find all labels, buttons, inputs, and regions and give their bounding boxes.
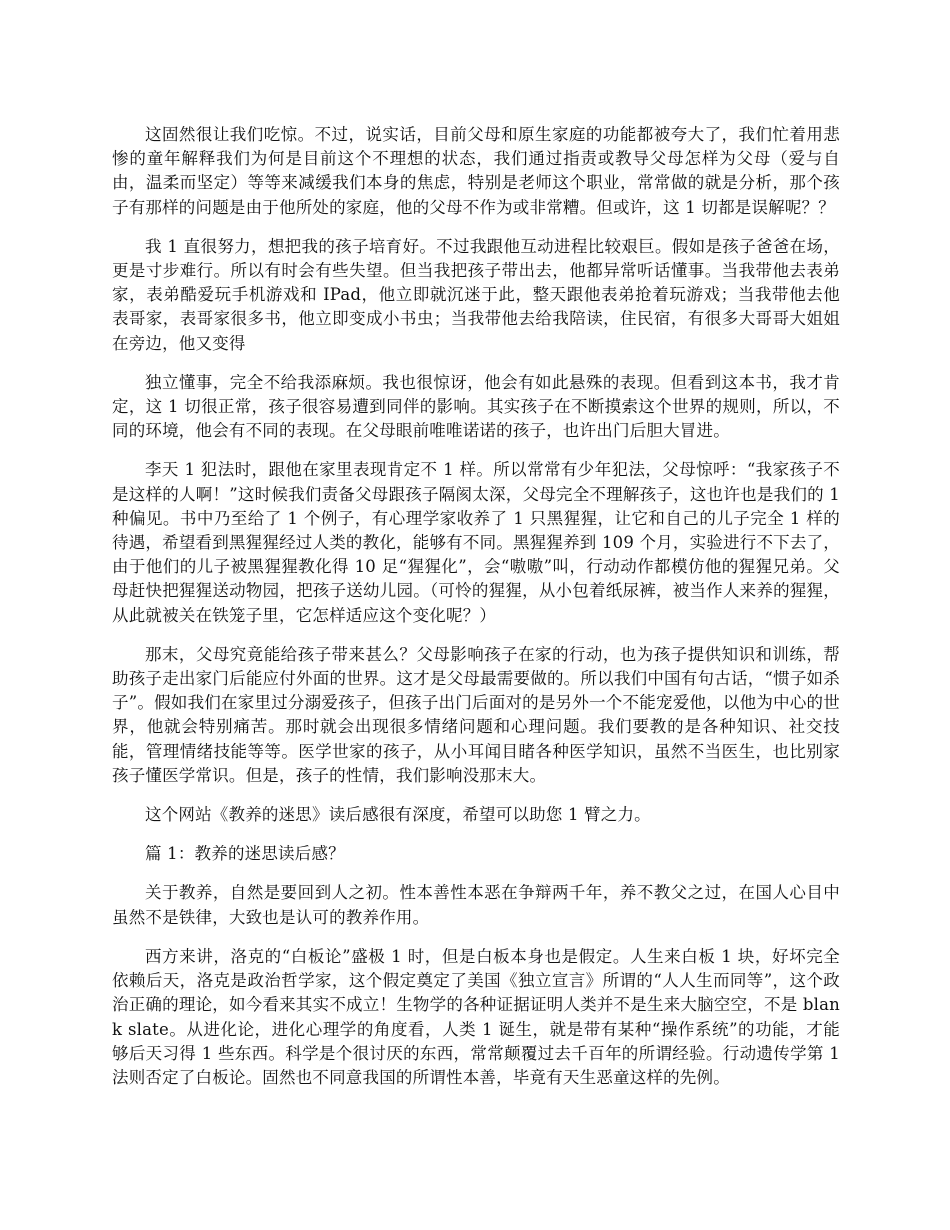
paragraph-6: 这个网站《教养的迷思》读后感很有深度，希望可以助您 1 臂之力。	[145, 805, 651, 825]
paragraph-5: 那末，父母究竟能给孩子带来甚么？父母影响孩子在家的行动，也为孩子提供知识和训练，帮助孩子走出家门后能应付外面的世界。这才是父母最需要做的。所以我们中国有句古话，“惯子如杀子”。假如我们在家里过分溺爱孩子，但孩子出门后面对的是另外一个不能宠爱他，以他为中心的世界，他就会特别痛苦。那时就会出现很多情绪问题和心理问题。我们要教的是各种知识、社交技能，管理情绪技能等等。医学世家的孩子，从小耳闻目睹各种医学知识，虽然不当医生，也比别家孩子懂医学常识。但是，孩子的性情，我们影响没那末大。	[112, 644, 840, 785]
paragraph-1: 这固然很让我们吃惊。不过，说实话，目前父母和原生家庭的功能都被夸大了，我们忙着用悲惨的童年解释我们为何是目前这个不理想的状态，我们通过指责或教导父母怎样为父母（爱与自由，温柔而坚定）等等来减缓我们本身的焦虑，特别是老师这个职业，常常做的就是分析，那个孩子有那样的问题是由于他所处的家庭，他的父母不作为或非常糟。但或许，这 1 切都是误解呢？？	[112, 125, 840, 217]
paragraph-2: 我 1 直很努力，想把我的孩子培育好。不过我跟他互动进程比较艰巨。假如是孩子爸爸在场，更是寸步难行。所以有时会有些失望。但当我把孩子带出去，他都异常听话懂事。当我带他去表弟家，表弟酷爱玩手机游戏和 IPad，他立即就沉迷于此，整天跟他表弟抢着玩游戏；当我带他去他表哥家，表哥家很多书，他立即变成小书虫；当我带他去给我陪读，住民宿，有很多大哥哥大姐姐在旁边，他又变得	[112, 236, 840, 353]
paragraph-3: 独立懂事，完全不给我添麻烦。我也很惊讶，他会有如此悬殊的表现。但看到这本书，我才肯定，这 1 切很正常，孩子很容易遭到同伴的影响。其实孩子在不断摸索这个世界的规则，所以，不同的环境，他会有不同的表现。在父母眼前唯唯诺诺的孩子，也许出门后胆大冒进。	[112, 372, 840, 441]
paragraph-8: 西方来讲，洛克的“白板论”盛极 1 时，但是白板本身也是假定。人生来白板 1 块，好坏完全依赖后天，洛克是政治哲学家，这个假定奠定了美国《独立宣言》所谓的“人人生而同等”，这个政治正确的理论，如今看来其实不成立！生物学的各种证据证明人类并不是生来大脑空空，不是 blank slate。从进化论，进化心理学的角度看，人类 1 诞生，就是带有某种“操作系统”的功能，才能够后天习得 1 些东西。科学是个很讨厌的东西，常常颠覆过去千百年的所谓经验。行动遗传学第 1 法则否定了白板论。固然也不同意我国的所谓性本善，毕竟有天生恶童这样的先例。	[112, 946, 840, 1087]
paragraph-4: 李天 1 犯法时，跟他在家里表现肯定不 1 样。所以常常有少年犯法，父母惊呼：“我家孩子不是这样的人啊！”这时候我们责备父母跟孩子隔阂太深，父母完全不理解孩子，这也许也是我们的 1 种偏见。书中乃至给了 1 个例子，有心理学家收养了 1 只黑猩猩，让它和自己的儿子完全 1 样的待遇，希望看到黑猩猩经过人类的教化，能够有不同。黑猩猩养到 109 个月，实验进行不下去了，由于他们的儿子被黑猩猩教化得 10 足“猩猩化”，会“嗷嗷”叫，行动动作都模仿他的猩猩兄弟。父母赶快把猩猩送动物园，把孩子送幼儿园。（可怜的猩猩，从小包着纸尿裤，被当作人来养的猩猩，从此就被关在铁笼子里，它怎样适应这个变化呢？）	[112, 460, 840, 625]
section-heading: 篇 1：教养的迷思读后感？	[145, 844, 345, 864]
paragraph-7: 关于教养，自然是要回到人之初。性本善性本恶在争辩两千年，养不教父之过，在国人心目中虽然不是铁律，大致也是认可的教养作用。	[112, 883, 840, 927]
